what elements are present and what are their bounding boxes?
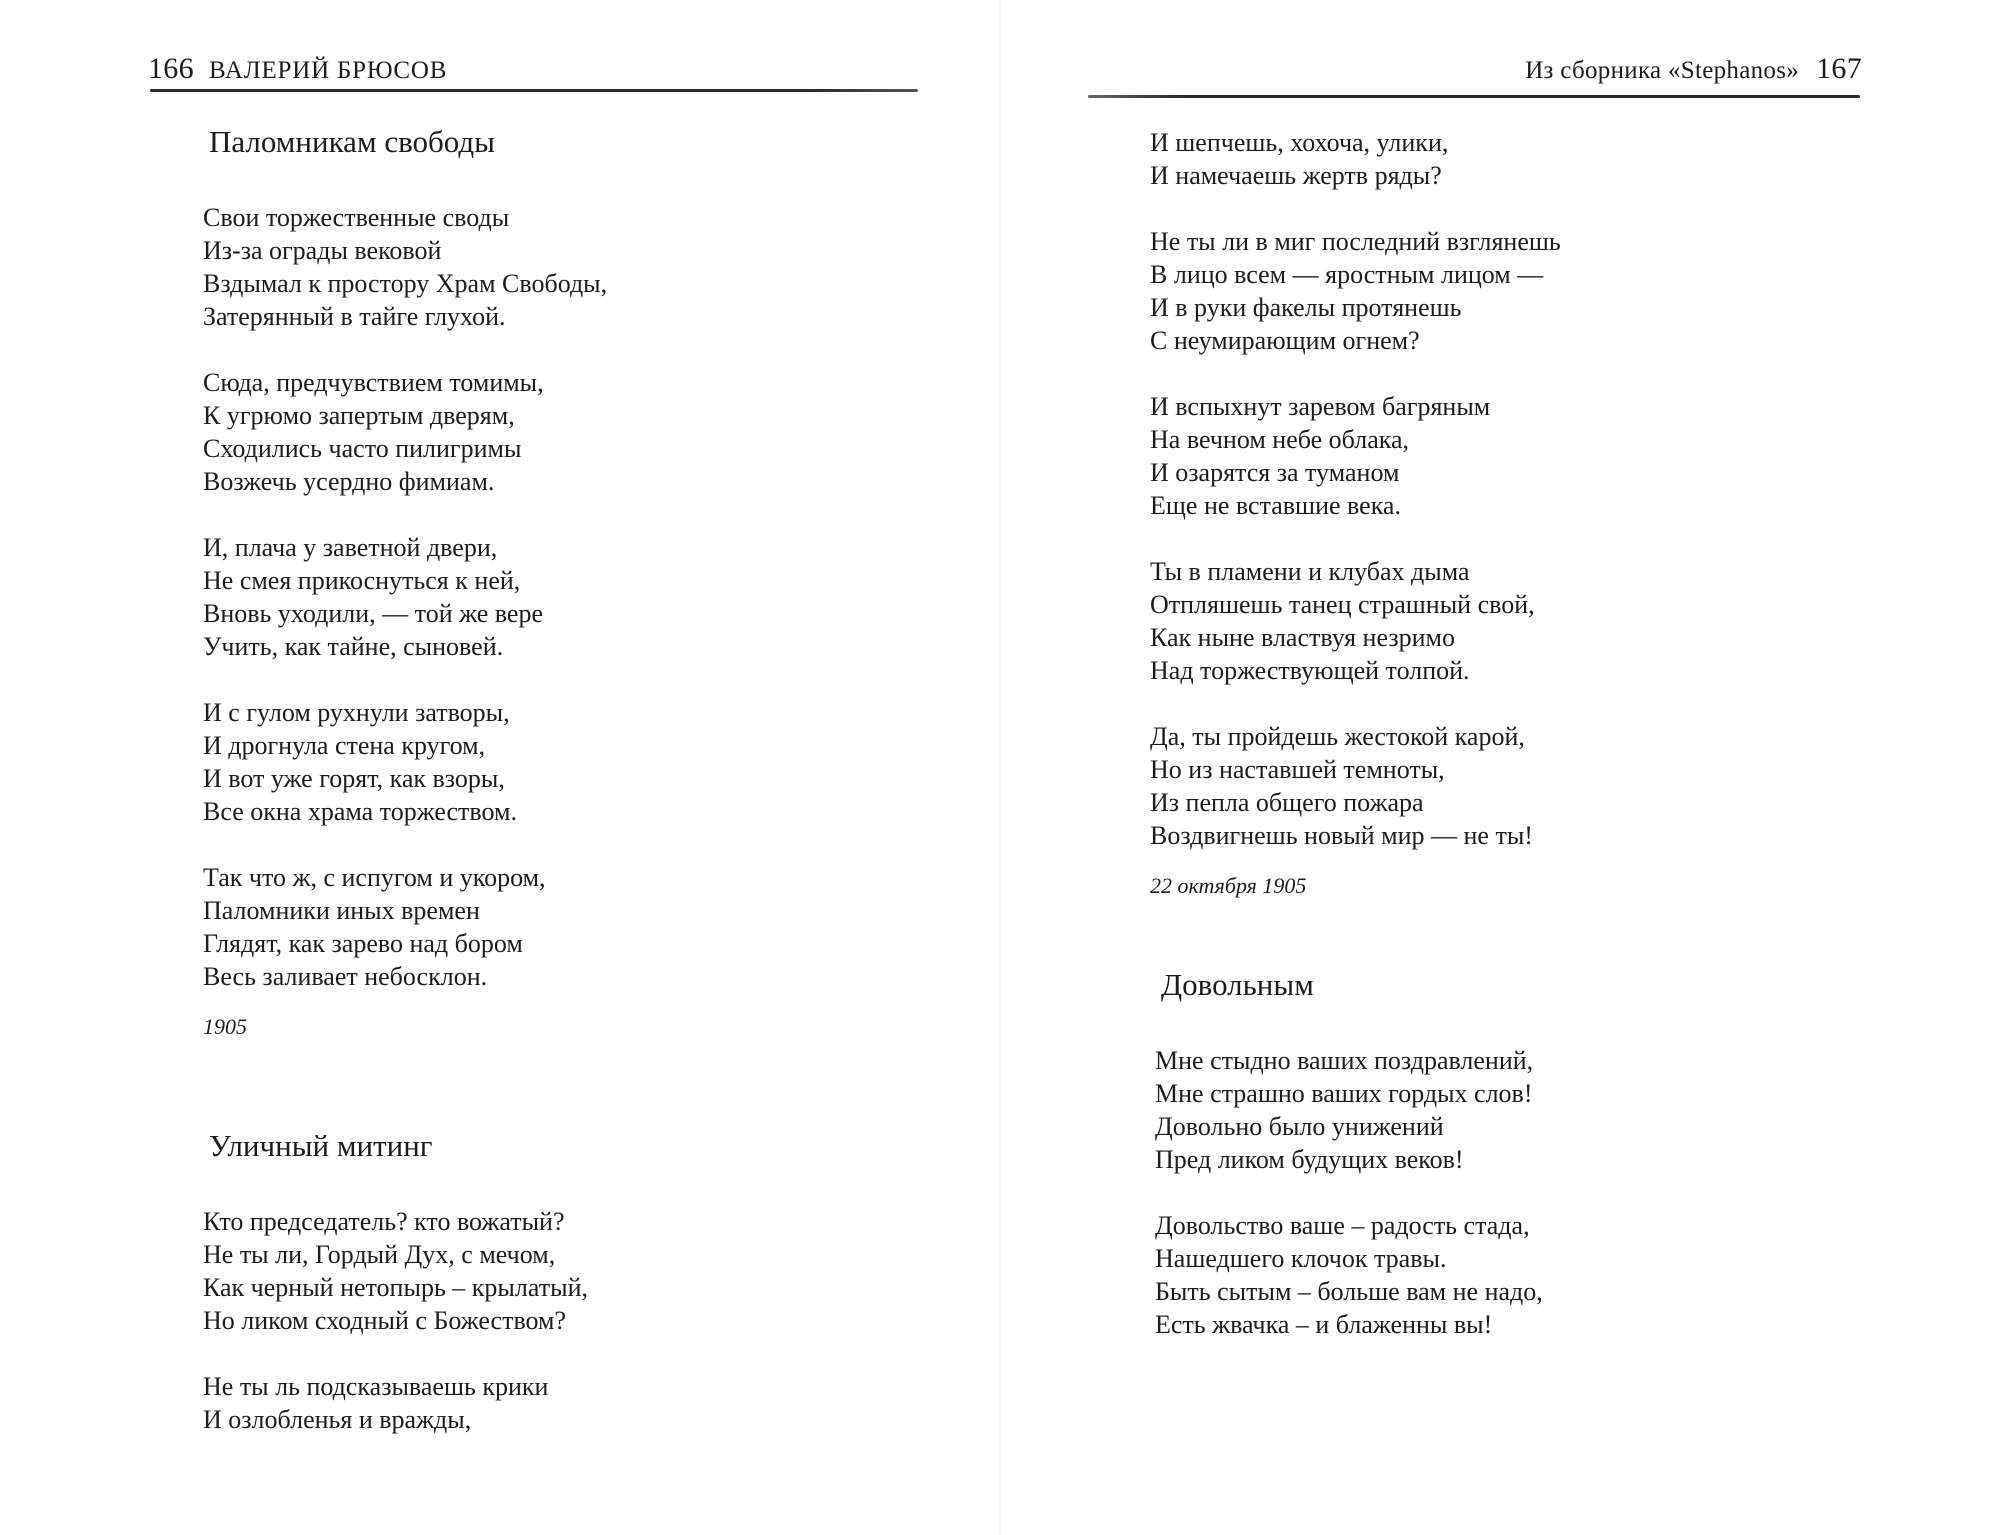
stanza <box>1150 720 1870 852</box>
verse-line: Есть жвачка – и блаженны вы! <box>1155 1310 1493 1339</box>
verse-line: И дрогнула стена кругом, <box>203 731 486 760</box>
stanza <box>203 531 923 663</box>
verse-line: Так что ж, с испугом и укором, <box>203 863 546 892</box>
stanza <box>1155 1209 1875 1341</box>
stanza <box>203 861 923 993</box>
verse-line: Мне страшно ваших гордых слов! <box>1155 1079 1533 1108</box>
verse-line: И, плача у заветной двери, <box>203 533 498 562</box>
verse-line: Но из наставшей темноты, <box>1150 755 1445 784</box>
poem-date: 1905 <box>203 1014 247 1039</box>
poem-title: Уличный митинг <box>209 1128 433 1163</box>
page-number-right: 167 <box>1816 52 1862 85</box>
verse-line: И в руки факелы протянешь <box>1150 293 1462 322</box>
verse-line: В лицо всем — яростным лицом — <box>1150 260 1544 289</box>
verse-line: Как ныне властвуя незримо <box>1150 623 1455 652</box>
verse-line: И намечаешь жертв ряды? <box>1150 161 1442 190</box>
verse-line: Не ты ль подсказываешь крики <box>203 1372 549 1401</box>
left-text-block <box>203 122 923 1469</box>
verse-line: На вечном небе облака, <box>1150 425 1410 454</box>
page-number-left: 166 <box>148 52 194 85</box>
verse-line: С неумирающим огнем? <box>1150 326 1420 355</box>
verse-line: Пред ликом будущих веков! <box>1155 1145 1464 1174</box>
verse-line: Мне стыдно ваших поздравлений, <box>1155 1046 1534 1075</box>
running-head-right <box>1525 52 1862 86</box>
verse-line: Довольство ваше – радость стада, <box>1155 1211 1530 1240</box>
stanza <box>1150 555 1870 687</box>
verse-line: И озарятся за туманом <box>1150 458 1400 487</box>
verse-line: К угрюмо запертым дверям, <box>203 401 515 430</box>
header-rule-right <box>1088 95 1860 98</box>
verse-line: Сходились часто пилигримы <box>203 434 522 463</box>
verse-line: И шепчешь, хохоча, улики, <box>1150 128 1449 157</box>
verse-line: Не смея прикоснуться к ней, <box>203 566 521 595</box>
right-text-block-continued <box>1150 126 1870 901</box>
verse-line: Все окна храма торжеством. <box>203 797 517 826</box>
verse-line: Из пепла общего пожара <box>1150 788 1424 817</box>
poem-title: Довольным <box>1161 967 1314 1002</box>
author-name: ВАЛЕРИЙ БРЮСОВ <box>208 57 448 84</box>
verse-line: Вновь уходили, — той же вере <box>203 599 543 628</box>
verse-line: Нашедшего клочок травы. <box>1155 1244 1447 1273</box>
header-rule-left <box>150 89 918 92</box>
verse-line: И вспыхнут заревом багряным <box>1150 392 1491 421</box>
verse-line: Довольно было унижений <box>1155 1112 1444 1141</box>
verse-line: Возжечь усердно фимиам. <box>203 467 495 496</box>
verse-line: Свои торжественные своды <box>203 203 510 232</box>
stanza <box>203 366 923 498</box>
verse-line: Ты в пламени и клубах дыма <box>1150 557 1470 586</box>
poem-separator <box>203 1042 923 1126</box>
right-text-block-new-poem <box>1155 965 1875 1374</box>
right-page <box>1000 0 2000 1535</box>
stanza <box>1150 225 1870 357</box>
verse-line: Весь заливает небосклон. <box>203 962 488 991</box>
verse-line: Но ликом сходный с Божеством? <box>203 1306 567 1335</box>
verse-line: Еще не вставшие века. <box>1150 491 1401 520</box>
stanza <box>1150 390 1870 522</box>
stanza <box>1155 1044 1875 1176</box>
verse-line: И вот уже горят, как взоры, <box>203 764 505 793</box>
verse-line: Не ты ли, Гордый Дух, с мечом, <box>203 1240 556 1269</box>
verse-line: Да, ты пройдешь жестокой карой, <box>1150 722 1525 751</box>
poem-title: Паломникам свободы <box>209 124 495 159</box>
poem-date: 22 октября 1905 <box>1150 873 1307 898</box>
verse-line: Воздвигнешь новый мир — не ты! <box>1150 821 1533 850</box>
stanza <box>203 696 923 828</box>
verse-line: Как черный нетопырь – крылатый, <box>203 1273 588 1302</box>
stanza <box>203 1205 923 1337</box>
verse-line: Глядят, как зарево над бором <box>203 929 523 958</box>
verse-line: Паломники иных времен <box>203 896 480 925</box>
running-head-left <box>148 52 447 86</box>
verse-line: Учить, как тайне, сыновей. <box>203 632 504 661</box>
verse-line: Сюда, предчувствием томимы, <box>203 368 544 397</box>
stanza <box>203 201 923 333</box>
verse-line: И озлобленья и вражды, <box>203 1405 472 1434</box>
verse-line: Быть сытым – больше вам не надо, <box>1155 1277 1543 1306</box>
verse-line: Вздымал к простору Храм Свободы, <box>203 269 608 298</box>
verse-line: Кто председатель? кто вожатый? <box>203 1207 565 1236</box>
verse-line: Над торжествующей толпой. <box>1150 656 1470 685</box>
stanza <box>1150 126 1870 192</box>
collection-title: Из сборника «Stephanos» <box>1525 57 1800 84</box>
verse-line: И с гулом рухнули затворы, <box>203 698 510 727</box>
verse-line: Отпляшешь танец страшный свой, <box>1150 590 1535 619</box>
verse-line: Затерянный в тайге глухой. <box>203 302 506 331</box>
verse-line: Из-за ограды вековой <box>203 236 442 265</box>
stanza <box>203 1370 923 1436</box>
verse-line: Не ты ли в миг последний взглянешь <box>1150 227 1561 256</box>
